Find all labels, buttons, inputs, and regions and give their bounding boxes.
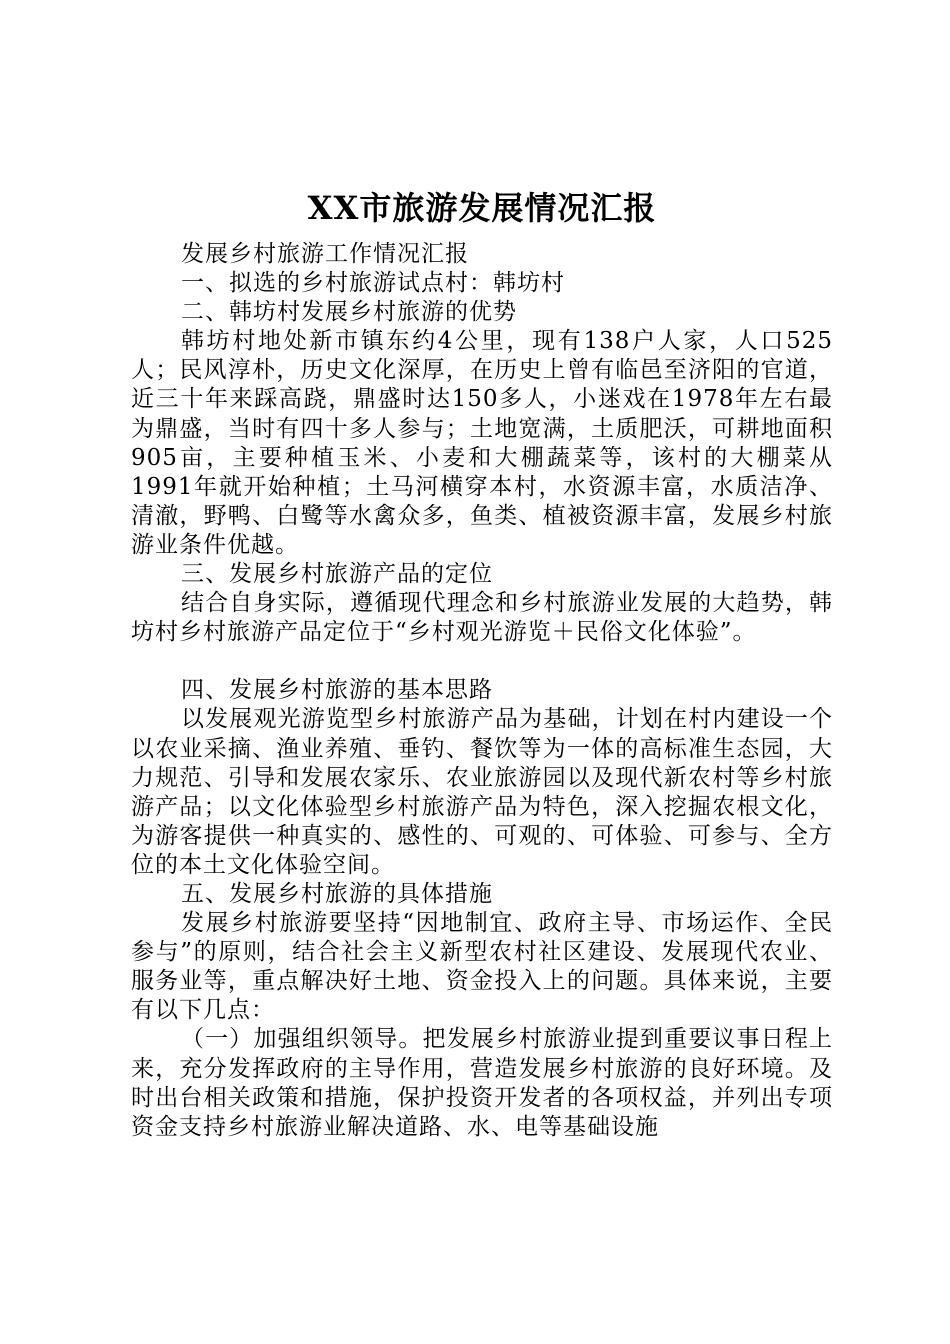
section-heading-3: 三、发展乡村旅游产品的定位	[181, 561, 493, 588]
document-body	[131, 186, 833, 1142]
section-heading-4: 四、发展乡村旅游的基本思路	[181, 677, 493, 704]
body-paragraph-approach: 以发展观光游览型乡村旅游产品为基础，计划在村内建设一个以农业采摘、渔业养殖、垂钓、餐饮等为一体的高标准生态园，大力规范、引导和发展农家乐、农业旅游园以及现代新农村等乡村旅游产品；以文化体验型乡村旅游产品为特色，深入挖掘农根文化，为游客提供一种真实的、感性的、可观的、可体验、可参与、全方位的本土文化体验空间。	[131, 706, 833, 878]
section-heading-2: 二、韩坊村发展乡村旅游的优势	[181, 299, 517, 326]
report-subtitle: 发展乡村旅游工作情况汇报	[181, 241, 469, 267]
paragraph-spacer	[131, 647, 833, 676]
body-paragraph-measure-1: （一）加强组织领导。把发展乡村旅游业提到重要议事日程上来，充分发挥政府的主导作用，营造发展乡村旅游的良好环境。及时出台相关政策和措施，保护投资开发者的各项权益，并列出专项资金支持乡村旅游业解决道路、水、电等基础设施	[131, 1026, 833, 1140]
body-paragraph-principles: 发展乡村旅游要坚持“因地制宜、政府主导、市场运作、全民参与”的原则，结合社会主义新型农村社区建设、发展现代农业、服务业等，重点解决好土地、资金投入上的问题。具体来说，主要有以下几点：	[131, 910, 833, 1024]
section-heading-1: 一、拟选的乡村旅游试点村：韩坊村	[181, 270, 565, 297]
body-paragraph-positioning: 结合自身实际，遵循现代理念和乡村旅游业发展的大趋势，韩坊村乡村旅游产品定位于“乡村观光游览＋民俗文化体验”。	[131, 590, 833, 646]
section-heading-5: 五、发展乡村旅游的具体措施	[181, 880, 493, 907]
body-paragraph-advantages: 韩坊村地处新市镇东约4公里，现有138户人家，人口525人；民风淳朴，历史文化深厚，在历史上曾有临邑至济阳的官道，近三十年来踩高跷，鼎盛时达150多人，小迷戏在1978年左右最为鼎盛，当时有四十多人参与；土地宽满，土质肥沃，可耕地面积905亩，主要种植玉米、小麦和大棚蔬菜等，该村的大棚菜从1991年就开始种植；土马河横穿本村，水资源丰富，水质洁净、清澈，野鸭、白鹭等水禽众多，鱼类、植被资源丰富，发展乡村旅游业条件优越。	[131, 328, 833, 558]
document-title: XX市旅游发展情况汇报	[307, 189, 657, 227]
